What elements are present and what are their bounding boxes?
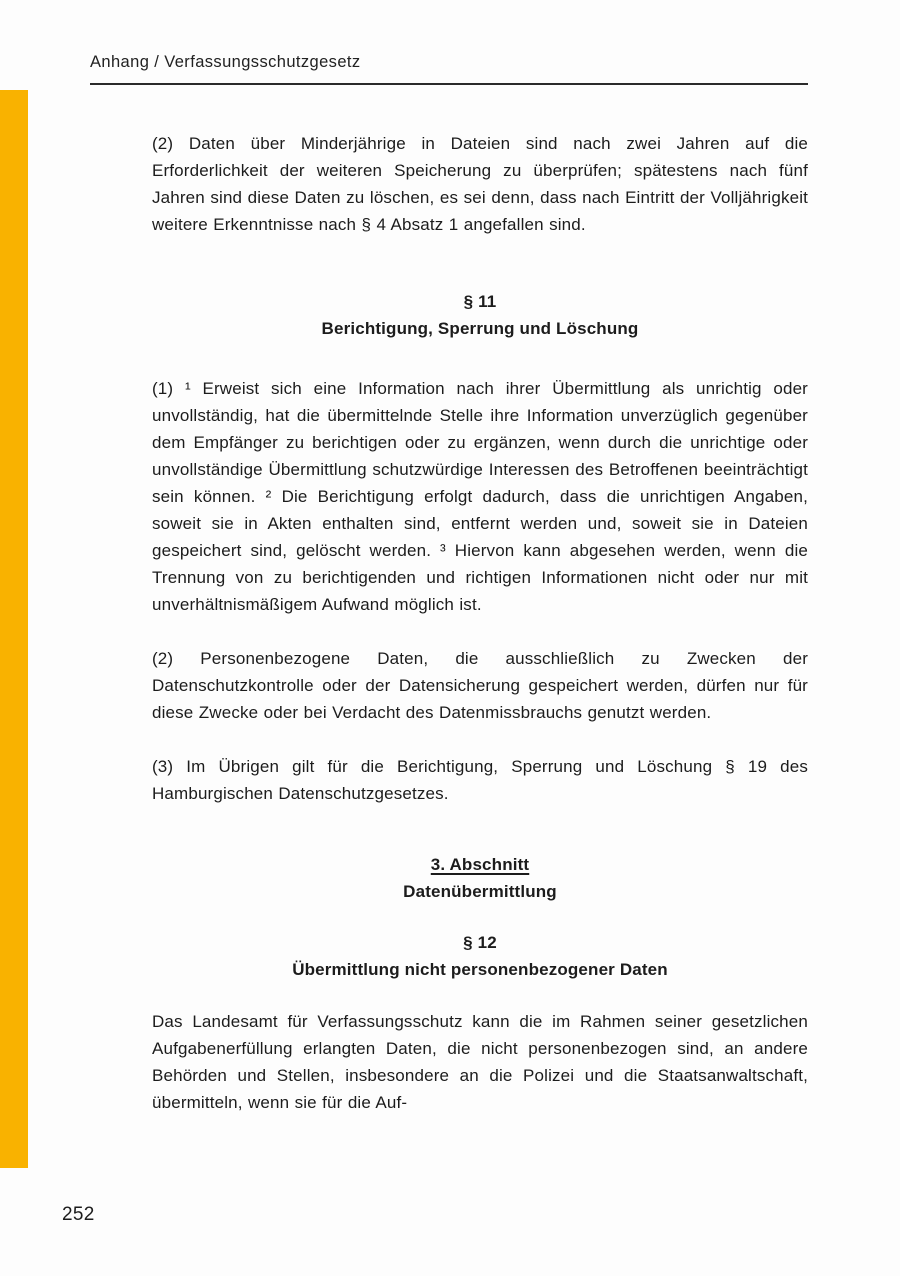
page-number: 252 (62, 1204, 95, 1225)
running-header (90, 0, 808, 85)
header-rule (90, 83, 808, 85)
section-11-title: Berichtigung, Sperrung und Löschung (321, 319, 639, 338)
section-11-paragraph-2: (2) Personenbezogene Daten, die ausschließlich zu Zwecken der Datenschutzkontrolle oder der Datensicherung gespeichert werden, dürfen nur für diese Zwecke oder bei Verdacht des Datenmissbrauchs genutzt werden. (152, 649, 808, 722)
section-11-paragraph-1: (1) ¹ Erweist sich eine Information nach ihrer Übermittlung als unrichtig oder unvollständig, hat die übermittelnde Stelle ihre Information unverzüglich gegenüber dem Empfänger zu berichtigen oder zu ergänzen, wenn durch die unrichtige oder unvollständige Übermittlung schutzwürdige Interessen des Betroffenen beeinträchtigt sein können. ² Die Berichtigung erfolgt dadurch, dass die unrichtigen Angaben, soweit sie in Akten enthalten sind, entfernt werden und, soweit sie in Dateien gespeichert sind, gelöscht werden. ³ Hiervon kann abgesehen werden, wenn die Trennung von zu berichtigenden und richtigen Informationen nicht oder nur mit unverhältnismäßigem Aufwand möglich ist. (152, 379, 808, 614)
section-12-heading (152, 929, 808, 983)
paragraph-minors-data: (2) Daten über Minderjährige in Dateien sind nach zwei Jahren auf die Erforderlichkeit der weiteren Speicherung zu überprüfen; spätestens nach fünf Jahren sind diese Daten zu löschen, es sei denn, dass nach Eintritt der Volljährigkeit weitere Erkenntnisse nach § 4 Absatz 1 angefallen sind. (152, 134, 808, 234)
section-11-number: § 11 (463, 292, 497, 311)
section-12-title: Übermittlung nicht personenbezogener Daten (292, 960, 668, 979)
section-11-paragraph-3: (3) Im Übrigen gilt für die Berichtigung, Sperrung und Löschung § 19 des Hamburgischen Datenschutzgesetzes. (152, 757, 808, 803)
section-12-paragraph-1: Das Landesamt für Verfassungsschutz kann die im Rahmen seiner gesetzlichen Aufgabenerfüllung erlangten Daten, die nicht personenbezogen sind, an andere Behörden und Stellen, insbesondere an die Polizei und die Staatsanwaltschaft, übermitteln, wenn sie für die Auf- (152, 1012, 808, 1112)
section-12-number: § 12 (463, 933, 497, 952)
abschnitt-3-heading (152, 851, 808, 905)
accent-bar (0, 90, 28, 1168)
abschnitt-3-number: 3. Abschnitt (430, 855, 530, 874)
running-header-title: Anhang / Verfassungsschutzgesetz (90, 53, 361, 71)
section-11-heading (152, 288, 808, 342)
abschnitt-3-title: Datenübermittlung (403, 882, 557, 901)
page-content (152, 130, 808, 1116)
